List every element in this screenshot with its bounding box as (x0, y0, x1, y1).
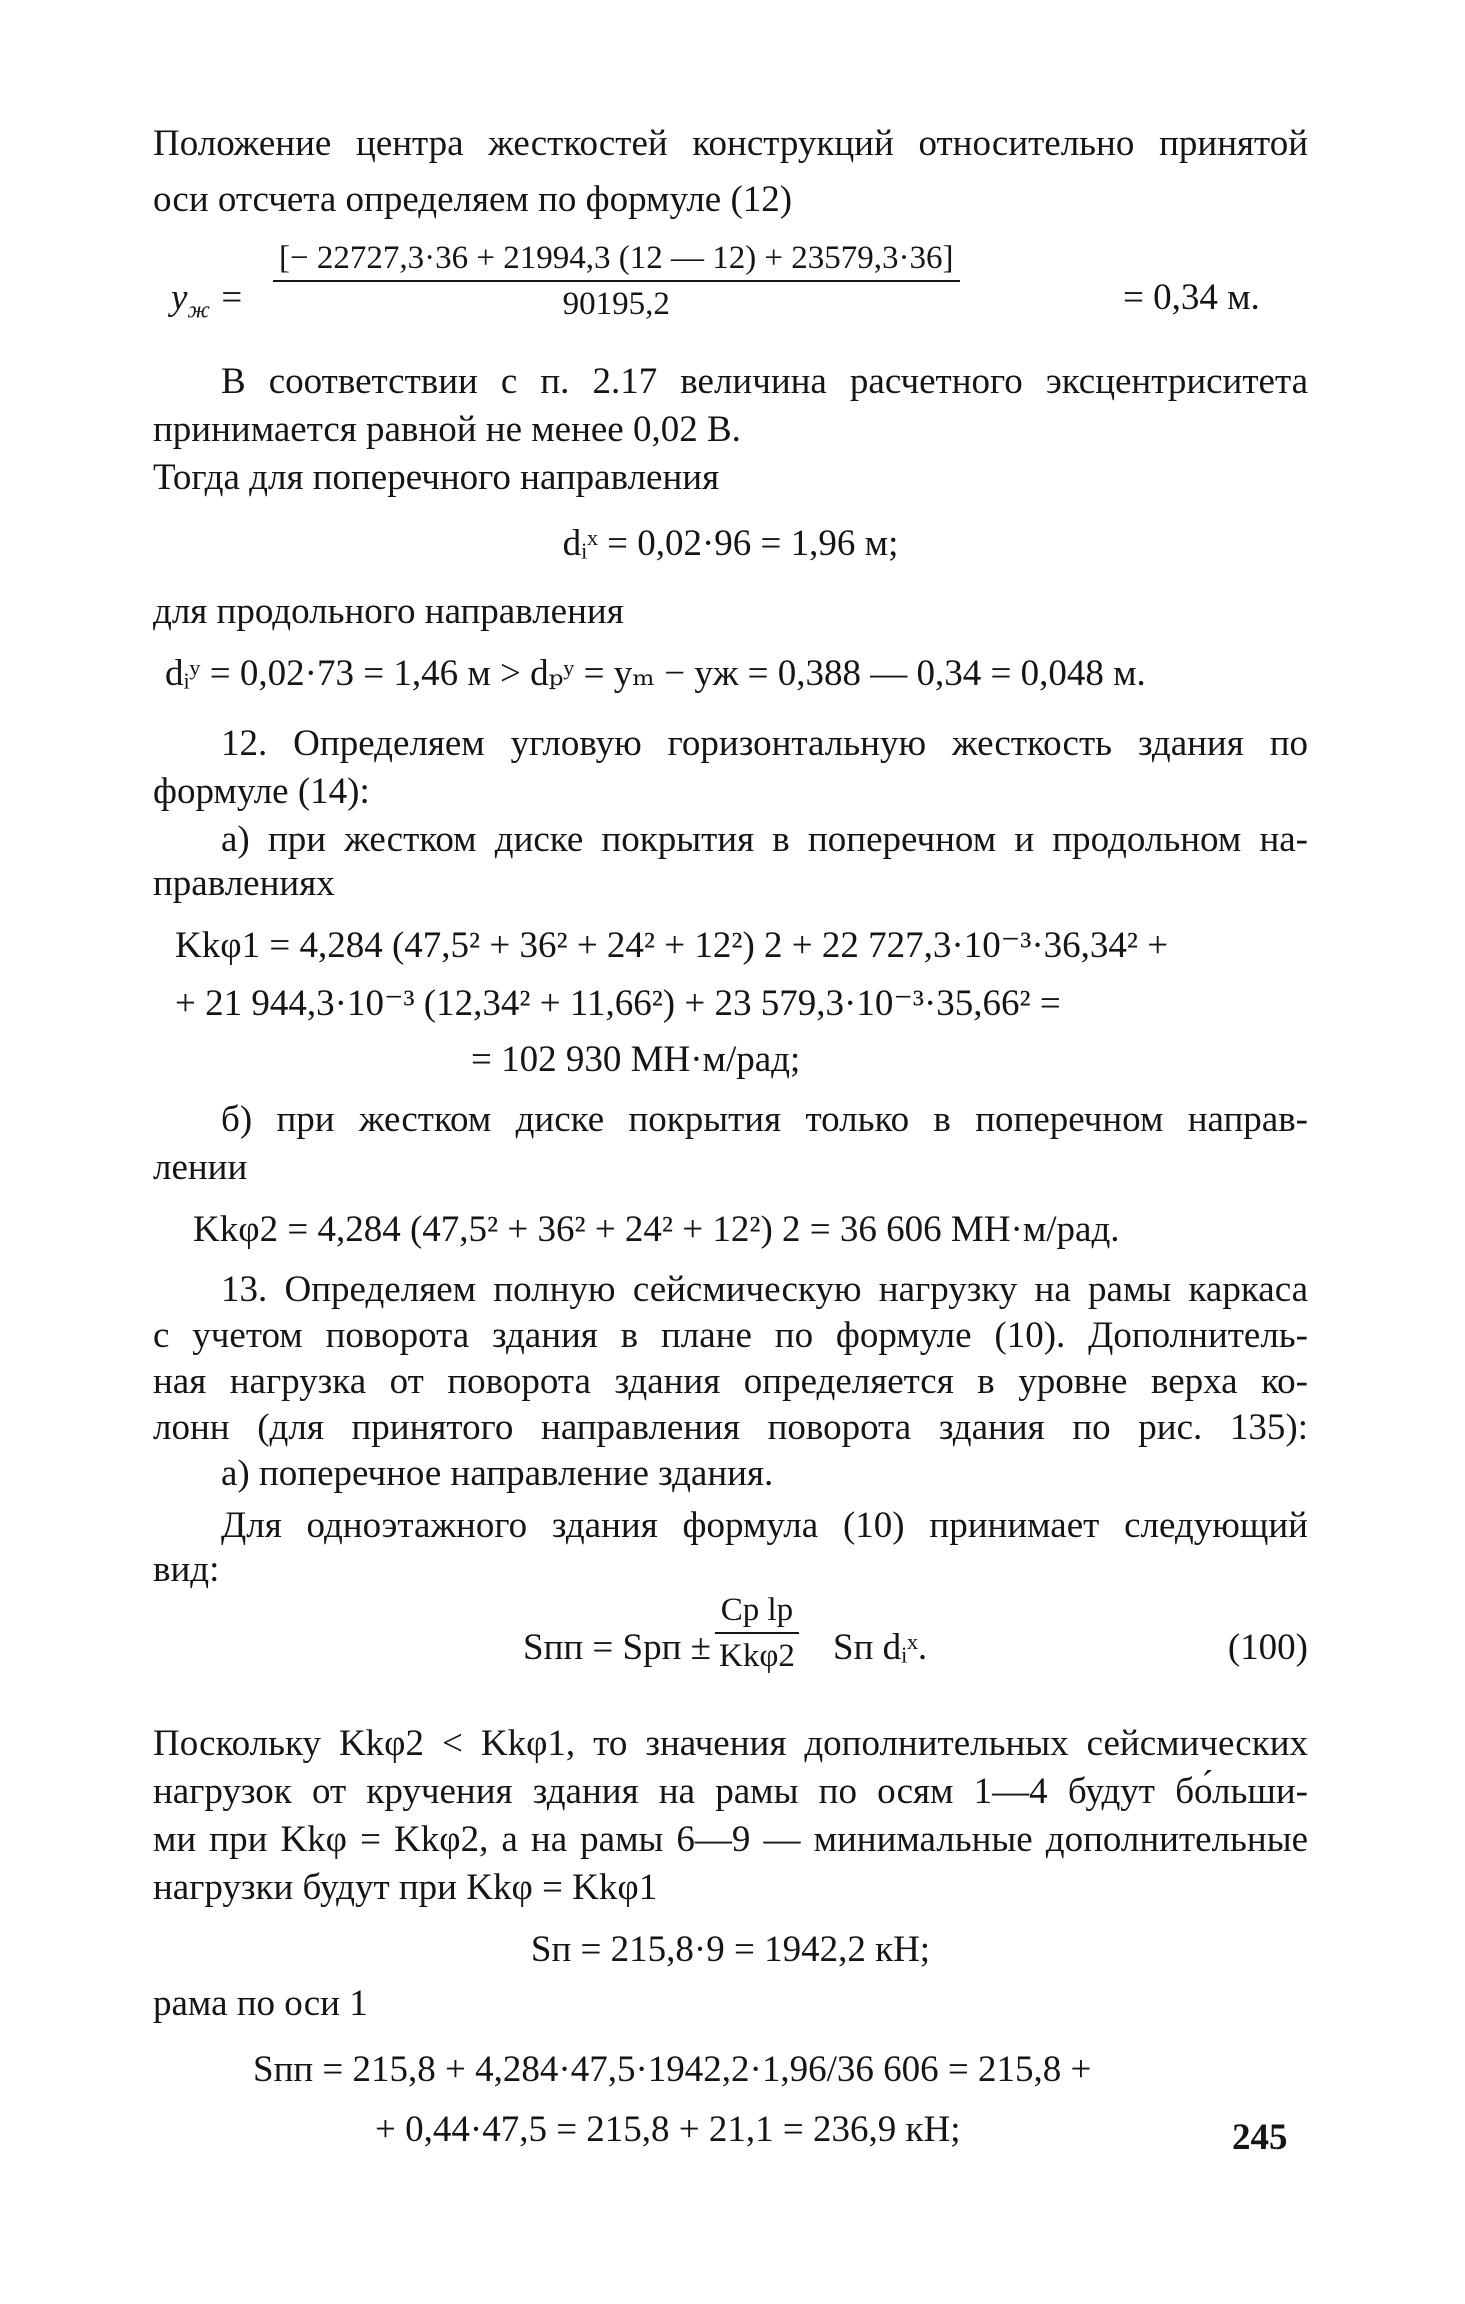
formula-fraction (713, 1590, 801, 1676)
paragraph-line: с учетом поворота здания в плане по формуле (10). Дополнитель- (153, 1315, 1308, 1356)
page-number: 245 (1232, 2117, 1288, 2158)
paragraph-line: рама по оси 1 (153, 1983, 368, 2024)
paragraph-line: для продольного направления (153, 591, 624, 632)
formula-frame1-line2: + 0,44·47,5 = 215,8 + 21,1 = 236,9 кН; (375, 2109, 961, 2150)
paragraph-line: нагрузок от кручения здания на рамы по осям 1—4 будут бо́льши- (153, 1771, 1308, 1812)
formula-sp: Sп = 215,8·9 = 1942,2 кН; (530, 1929, 931, 1970)
paragraph-line: ми при Kkφ = Kkφ2, а на рамы 6—9 — минимальные дополнительные (153, 1819, 1308, 1860)
paragraph-line: Поскольку Kkφ2 < Kkφ1, то значения дополнительных сейсмических (153, 1723, 1308, 1764)
formula-k1-line3: = 102 930 МН·м/рад; (471, 1039, 801, 1080)
formula-lhs: Sпп = Sрп ± (523, 1627, 711, 1668)
formula-rhs: Sп dᵢˣ. (833, 1627, 928, 1668)
formula-k1-line2: + 21 944,3·10⁻³ (12,34² + 11,66²) + 23 579,3·10⁻³·35,66² = (175, 983, 1061, 1024)
paragraph-line: В соответствии с п. 2.17 величина расчетного эксцентриситета (221, 361, 1308, 402)
formula-k1-line1: Kkφ1 = 4,284 (47,5² + 36² + 24² + 12²) 2 + 22 727,3·10⁻³·36,34² + (175, 925, 1169, 966)
formula-y-zh (153, 238, 1308, 348)
paragraph-line: ная нагрузка от поворота здания определяется в уровне верха ко- (153, 1361, 1308, 1402)
paragraph-line: Тогда для поперечного направления (153, 457, 720, 498)
paragraph-line: принимается равной не менее 0,02 B. (153, 409, 741, 450)
paragraph-line: нагрузки будут при Kkφ = Kkφ1 (153, 1867, 658, 1908)
formula-numerator: [− 22727,3·36 + 21994,3 (12 — 12) + 23579,3·36] (273, 238, 960, 282)
paragraph-line: оси отсчета определяем по формуле (12) (153, 179, 793, 220)
paragraph-line: 12. Определяем угловую горизонтальную жесткость здания по (221, 723, 1308, 764)
paragraph-line: правлениях (153, 863, 335, 904)
equation-number: (100) (1227, 1627, 1308, 1668)
paragraph-line: вид: (153, 1549, 220, 1590)
formula-numerator: Cр lр (715, 1590, 799, 1634)
formula-100 (153, 1590, 1308, 1700)
formula-lhs: $y_ж$ = (171, 277, 244, 324)
paragraph-line: лонн (для принятого направления поворота здания по рис. 135): (153, 1407, 1308, 1448)
paragraph-line: 13. Определяем полную сейсмическую нагрузку на рамы каркаса (221, 1269, 1308, 1310)
paragraph-line: Для одноэтажного здания формула (10) принимает следующий (221, 1505, 1308, 1546)
paragraph-line: лении (153, 1147, 248, 1188)
paragraph-line: формуле (14): (153, 771, 370, 812)
formula-rhs: = 0,34 м. (1123, 277, 1260, 318)
formula-k2: Kkφ2 = 4,284 (47,5² + 36² + 24² + 12²) 2 = 36 606 МН·м/рад. (193, 1209, 1120, 1250)
formula-denominator: Kkφ2 (719, 1638, 795, 1674)
formula-fraction (273, 238, 960, 324)
formula-frame1-line1: Sпп = 215,8 + 4,284·47,5·1942,2·1,96/36 606 = 215,8 + (253, 2049, 1092, 2090)
formula-denominator: 90195,2 (562, 286, 670, 322)
formula-dy: dᵢʸ = 0,02·73 = 1,46 м > dₚʸ = yₘ − yж = 0,388 — 0,34 = 0,048 м. (165, 653, 1146, 694)
formula-dx: dᵢˣ = 0,02·96 = 1,96 м; (562, 523, 899, 564)
paragraph-line: Положение центра жесткостей конструкций относительно принятой (153, 123, 1308, 164)
paragraph-line: а) поперечное направление здания. (221, 1453, 774, 1494)
paragraph-line: б) при жестком диске покрытия только в поперечном направ- (221, 1099, 1308, 1140)
paragraph-line: а) при жестком диске покрытия в поперечном и продольном на- (221, 819, 1308, 860)
